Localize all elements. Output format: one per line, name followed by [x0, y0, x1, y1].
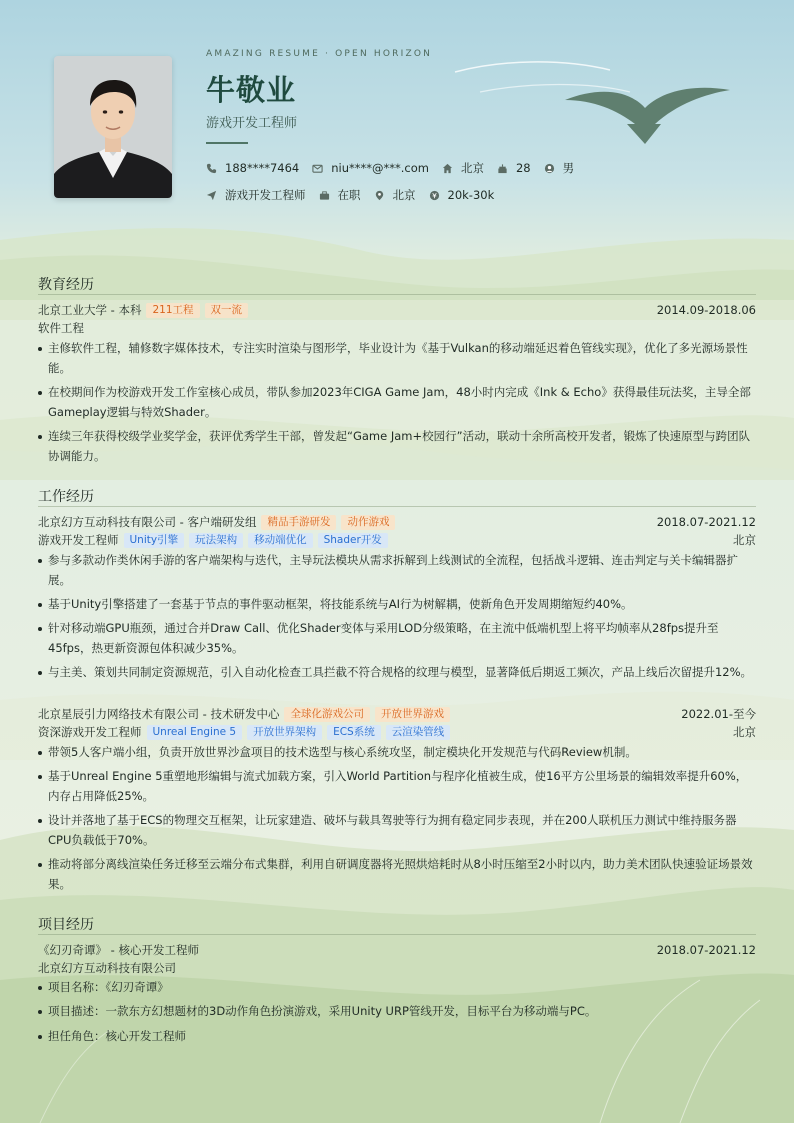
- project-bullet: 担任角色：核心开发工程师: [38, 1027, 756, 1047]
- major: 软件工程: [38, 321, 84, 335]
- skill-tag: 开放世界架构: [247, 725, 322, 740]
- job-bullet: 推动将部分离线渲染任务迁移至云端分布式集群，利用自研调度器将光照烘焙耗时从8小时压缩至2小时以内，助力美术团队快速验证场景效果。: [38, 855, 756, 894]
- salary-item: [429, 188, 495, 202]
- job-role: 游戏开发工程师: [38, 533, 119, 547]
- send-icon: [206, 190, 217, 201]
- job-bullet: 与主美、策划共同制定资源规范，引入自动化检查工具拦截不符合规格的纹理与模型，显著降低后期返工频次，产品上线后次留提升12%。: [38, 663, 756, 683]
- job-header-row: [38, 514, 756, 530]
- work-section-title: 工作经历: [38, 489, 94, 505]
- job-header-row: [38, 706, 756, 722]
- project-bullet: 项目描述：一款东方幻想题材的3D动作角色扮演游戏，采用Unity URP管线开发，目标平台为移动端与PC。: [38, 1002, 756, 1022]
- job-city: 北京: [733, 533, 756, 547]
- job-date: 2022.01-至今: [681, 707, 756, 721]
- school-name: 北京工业大学 - 本科: [38, 303, 142, 317]
- education-bullet: 在校期间作为校游戏开发工作室核心成员，带队参加2023年CIGA Game Jam，48小时内完成《Ink & Echo》获得最佳玩法奖，主导全部Gameplay逻辑与特效Shader。: [38, 383, 756, 422]
- header-tagline: AMAZING RESUME · OPEN HORIZON: [206, 49, 433, 59]
- job-title: 游戏开发工程师: [206, 116, 298, 131]
- project-header-row: [38, 942, 756, 958]
- skill-tag: 云渲染管线: [386, 725, 451, 740]
- gender-text: 男: [562, 161, 575, 175]
- work-divider: [38, 506, 756, 507]
- age-text: 28: [515, 161, 531, 175]
- bird-logo-icon: [565, 84, 730, 146]
- intent-position-item: [206, 187, 306, 203]
- project-bullet: 项目名称：《幻刃奇谭》: [38, 978, 756, 998]
- email-item: [312, 161, 429, 175]
- company-name: 北京幻方互动科技有限公司 - 客户端研发组: [38, 515, 257, 529]
- education-bullet: 连续三年获得校级学业奖学金，获评优秀学生干部，曾发起“Game Jam+校园行”活动，联动十余所高校开发者，锻炼了快速原型与跨团队协调能力。: [38, 427, 756, 466]
- phone-item: [206, 161, 299, 175]
- education-divider: [38, 294, 756, 295]
- job-bullet: 带领5人客户端小组，负责开放世界沙盒项目的技术选型与核心系统攻坚，制定模块化开发规范与代码Review机制。: [38, 743, 756, 763]
- title-divider: [206, 142, 248, 144]
- project-date: 2018.07-2021.12: [656, 943, 756, 957]
- gender-item: [544, 160, 575, 176]
- gender-icon: [544, 163, 555, 174]
- education-bullet: 主修软件工程，辅修数字媒体技术，专注实时渲染与图形学，毕业设计为《基于Vulkan的移动端延迟着色管线实现》，优化了多光源场景性能。: [38, 339, 756, 378]
- project-name: 《幻刃奇谭》 - 核心开发工程师: [38, 943, 199, 957]
- contact-info-row: [206, 160, 587, 176]
- briefcase-icon: [319, 190, 330, 201]
- company-tag: 开放世界游戏: [375, 707, 450, 722]
- profile-photo: [54, 56, 172, 198]
- skill-tag: Shader开发: [318, 533, 388, 548]
- job-bullet: 基于Unreal Engine 5重塑地形编辑与流式加载方案，引入World Partition与程序化植被生成，使16平方公里场景的编辑效率提升60%，内存占用降低25%。: [38, 767, 756, 806]
- company-tag: 精品手游研发: [261, 515, 336, 530]
- project-divider: [38, 934, 756, 935]
- intent-city-item: [374, 187, 416, 203]
- intent-city-text: 北京: [392, 188, 416, 202]
- school-tag: 双一流: [205, 303, 249, 318]
- job-role-row: [38, 532, 756, 548]
- mail-icon: [312, 163, 323, 174]
- skill-tag: ECS系统: [327, 725, 381, 740]
- skill-tag: Unity引擎: [124, 533, 185, 548]
- job-role-row: [38, 724, 756, 740]
- status-item: [319, 187, 361, 203]
- phone-icon: [206, 163, 217, 174]
- home-icon: [442, 163, 453, 174]
- company-tag: 全球化游戏公司: [284, 707, 370, 722]
- job-bullet: 基于Unity引擎搭建了一套基于节点的事件驱动框架，将技能系统与AI行为树解耦，使新角色开发周期缩短约40%。: [38, 595, 756, 615]
- status-text: 在职: [337, 188, 361, 202]
- job-bullet: 参与多款动作类休闲手游的客户端架构与迭代，主导玩法模块从需求拆解到上线测试的全流程，包括战斗逻辑、连击判定与关卡编辑器扩展。: [38, 551, 756, 590]
- cake-icon: [497, 163, 508, 174]
- home-city-item: [442, 160, 484, 176]
- phone-text: 188****7464: [225, 161, 300, 175]
- project-section-title: 项目经历: [38, 917, 94, 933]
- skill-tag: 移动端优化: [248, 533, 313, 548]
- job-intent-row: [206, 187, 507, 203]
- salary-text: 20k-30k: [447, 188, 495, 202]
- job-city: 北京: [733, 725, 756, 739]
- project-company: 北京幻方互动科技有限公司: [38, 961, 176, 975]
- job-bullet: 设计并落地了基于ECS的物理交互框架，让玩家建造、破坏与载具驾驶等行为拥有稳定同步表现，并在200人联机压力测试中维持服务器CPU负载低于70%。: [38, 811, 756, 850]
- money-icon: [429, 190, 440, 201]
- job-bullet: 针对移动端GPU瓶颈，通过合并Draw Call、优化Shader变体与采用LOD分级策略，在主流中低端机型上将平均帧率从28fps提升至45fps，热更新资源包体积减少35%。: [38, 619, 756, 658]
- location-pin-icon: [374, 190, 385, 201]
- skill-tag: Unreal Engine 5: [147, 725, 243, 740]
- skill-tag: 玩法架构: [189, 533, 243, 548]
- candidate-name: 牛敬业: [206, 73, 297, 107]
- job-role: 资深游戏开发工程师: [38, 725, 142, 739]
- education-header-row: [38, 302, 756, 318]
- company-tag: 动作游戏: [341, 515, 395, 530]
- school-tag: 211工程: [146, 303, 199, 318]
- education-section-title: 教育经历: [38, 277, 94, 293]
- intent-position-text: 游戏开发工程师: [225, 188, 306, 202]
- education-date: 2014.09-2018.06: [656, 303, 756, 317]
- home-city-text: 北京: [460, 161, 484, 175]
- company-name: 北京星辰引力网络技术有限公司 - 技术研发中心: [38, 707, 280, 721]
- email-text: niu****@***.com: [331, 161, 429, 175]
- age-item: [497, 161, 531, 175]
- job-date: 2018.07-2021.12: [656, 515, 756, 529]
